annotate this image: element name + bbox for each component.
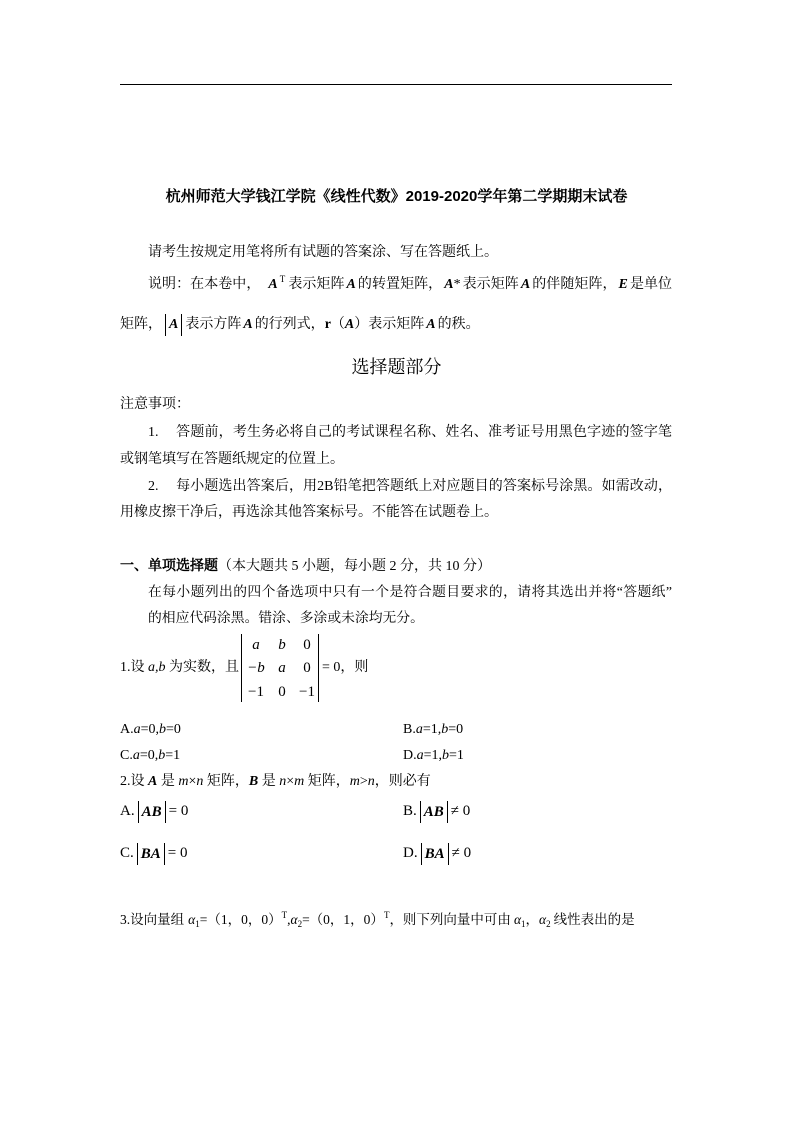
note-text: 的转置矩阵， bbox=[357, 277, 443, 292]
stem-text: 是 bbox=[258, 774, 280, 789]
note-line-1 bbox=[148, 276, 672, 294]
alpha-symbol: α bbox=[539, 912, 547, 927]
part1-heading-title: 一、单项选择题 bbox=[120, 557, 218, 573]
part1-description-line-1: 在每小题列出的四个备选项中只有一个是符合题目要求的，请将其选出并将“答题纸” bbox=[148, 584, 672, 599]
option-label: A. bbox=[120, 803, 135, 819]
option-label: C. bbox=[120, 748, 133, 763]
rank-symbol: r bbox=[324, 317, 331, 333]
option-value: =0 bbox=[448, 722, 464, 737]
math-symbol-A: A bbox=[426, 317, 436, 333]
stem-text: 矩阵， bbox=[203, 774, 249, 789]
page-title: 杭州师范大学钱江学院《线性代数》2019-2020学年第二学期期末试卷 bbox=[165, 188, 628, 205]
option-variable: b bbox=[159, 722, 167, 737]
note-text: 说明：在本卷中， bbox=[148, 277, 261, 292]
part1-heading bbox=[120, 556, 491, 576]
matrix-cell: −b bbox=[247, 660, 265, 676]
math-variable: m bbox=[294, 774, 305, 789]
option-label: A. bbox=[120, 722, 134, 737]
alpha-symbol: α bbox=[188, 912, 196, 927]
top-rule bbox=[120, 84, 672, 85]
subscript: 2 bbox=[546, 919, 551, 929]
math-symbol-A: A bbox=[148, 774, 158, 789]
stem-text: =（0，1，0） bbox=[302, 912, 384, 927]
option-label: D. bbox=[403, 748, 417, 763]
option-variable: a bbox=[415, 722, 423, 737]
section-title: 选择题部分 bbox=[351, 357, 442, 377]
notice-item-text: 答题前，考生务必将自己的考试课程名称、姓名、准考证号用黑色字迹的签字笔 bbox=[176, 425, 672, 440]
math-symbol-A: A bbox=[243, 317, 253, 333]
question-1-option-d bbox=[403, 747, 464, 765]
option-relation: = 0 bbox=[167, 845, 188, 861]
notice-item-1-line-2: 或钢笔填写在答题纸规定的位置上。 bbox=[120, 452, 344, 467]
stem-text: > bbox=[359, 774, 368, 789]
note-text: （ bbox=[330, 317, 345, 333]
notice-item-1-line-1 bbox=[148, 424, 672, 442]
note-text: 矩阵， bbox=[120, 317, 162, 333]
stem-text: , bbox=[287, 912, 291, 927]
stem-text: =（1，0，0） bbox=[199, 912, 282, 927]
math-symbol-B: B bbox=[248, 774, 259, 789]
stem-text: 2.设 bbox=[120, 774, 148, 789]
question-1-option-b bbox=[403, 721, 463, 739]
math-symbol-A: A bbox=[344, 317, 355, 333]
question-2-option-d bbox=[403, 842, 471, 865]
math-symbol-A: A bbox=[346, 277, 356, 292]
option-value: =0, bbox=[140, 722, 160, 737]
question-2-stem bbox=[120, 773, 431, 791]
note-text: 的秩。 bbox=[437, 317, 480, 333]
option-label: D. bbox=[403, 845, 418, 861]
matrix-cell: a bbox=[278, 660, 286, 676]
matrix-cell: a bbox=[252, 637, 260, 653]
determinant-bars: BA bbox=[421, 843, 449, 865]
option-label: B. bbox=[403, 722, 416, 737]
notice-item-number: 2. bbox=[148, 479, 159, 494]
option-variable: a bbox=[133, 722, 141, 737]
option-relation: ≠ 0 bbox=[450, 803, 471, 819]
stem-text: × bbox=[188, 774, 197, 789]
option-variable: b bbox=[442, 748, 450, 763]
adjoint-star: * bbox=[453, 277, 461, 292]
notice-heading: 注意事项： bbox=[120, 397, 190, 412]
option-label: B. bbox=[403, 803, 417, 819]
option-value: =1, bbox=[423, 748, 443, 763]
note-text: ）表示矩阵 bbox=[354, 317, 425, 333]
math-variable: m bbox=[178, 774, 189, 789]
question-1-determinant bbox=[241, 634, 319, 702]
transpose-superscript: T bbox=[383, 910, 390, 920]
math-variable: n bbox=[196, 774, 204, 789]
notice-item-number: 1. bbox=[148, 425, 159, 440]
note-text: 表示矩阵 bbox=[288, 277, 345, 292]
stem-text: 为实数，且 bbox=[165, 660, 239, 675]
option-variable: b bbox=[158, 748, 166, 763]
notice-item-text: 每小题选出答案后，用2B铅笔把答题纸上对应题目的答案标号涂黑。如需改动， bbox=[176, 479, 672, 494]
math-variable: m bbox=[349, 774, 360, 789]
question-1-stem bbox=[120, 659, 239, 677]
option-label: C. bbox=[120, 845, 134, 861]
math-symbol-A: A bbox=[444, 277, 454, 292]
matrix-cell: 0 bbox=[278, 684, 286, 700]
question-2-option-c bbox=[120, 842, 188, 865]
option-value: =1, bbox=[422, 722, 442, 737]
note-text: 是单位 bbox=[629, 277, 673, 292]
subscript: 1 bbox=[195, 919, 200, 929]
stem-text: ，则下列向量中可由 bbox=[389, 912, 511, 927]
stem-text: 是 bbox=[157, 774, 179, 789]
question-1-option-a bbox=[120, 721, 181, 739]
transpose-superscript: T bbox=[279, 274, 286, 284]
question-1-option-c bbox=[120, 747, 180, 765]
matrix-cell: −1 bbox=[299, 684, 315, 700]
subscript: 1 bbox=[521, 919, 526, 929]
stem-text: × bbox=[286, 774, 295, 789]
part1-description-line-2: 的相应代码涂黑。错涂、多涂或未涂均无分。 bbox=[148, 610, 424, 625]
notice-item-2-line-1 bbox=[148, 478, 672, 496]
determinant-bars-A: A bbox=[165, 314, 182, 336]
determinant-bars: AB bbox=[420, 801, 448, 823]
question-2-option-b bbox=[403, 800, 470, 823]
note-text: 的行列式， bbox=[254, 317, 325, 333]
determinant-bars: BA bbox=[137, 843, 165, 865]
alpha-symbol: α bbox=[290, 912, 298, 927]
option-relation: ≠ 0 bbox=[451, 845, 472, 861]
stem-text: 线性表出的是 bbox=[553, 912, 635, 927]
matrix-cell: −1 bbox=[248, 684, 264, 700]
stem-text: ，则必有 bbox=[374, 774, 431, 789]
option-variable: a bbox=[416, 748, 424, 763]
option-variable: a bbox=[132, 748, 140, 763]
question-1-equation-tail: = 0，则 bbox=[322, 660, 369, 675]
math-variable: n bbox=[367, 774, 375, 789]
note-line-2 bbox=[120, 314, 480, 336]
alpha-symbol: α bbox=[513, 912, 522, 927]
math-symbol-E: E bbox=[618, 277, 628, 292]
instruction-line: 请考生按规定用笔将所有试题的答案涂、写在答题纸上。 bbox=[148, 245, 498, 260]
matrix-cell: 0 bbox=[303, 637, 311, 653]
note-text: 表示矩阵 bbox=[462, 277, 519, 292]
option-value: =0, bbox=[139, 748, 159, 763]
math-symbol-A: A bbox=[268, 277, 278, 292]
option-value: =0 bbox=[166, 722, 181, 737]
note-text: 表示方阵 bbox=[185, 317, 242, 333]
stem-text: 1.设 bbox=[120, 660, 148, 675]
stem-text: 矩阵， bbox=[304, 774, 350, 789]
option-value: =1 bbox=[449, 748, 464, 763]
question-2-option-a bbox=[120, 800, 188, 823]
stem-text: ， bbox=[525, 912, 540, 927]
matrix-cell: b bbox=[278, 637, 286, 653]
option-relation: = 0 bbox=[168, 803, 189, 819]
math-symbol-A: A bbox=[520, 277, 531, 292]
stem-text: 3.设向量组 bbox=[120, 912, 185, 927]
determinant-bars: AB bbox=[138, 801, 166, 823]
option-value: =1 bbox=[165, 748, 181, 763]
part1-heading-detail: （本大题共 5 小题，每小题 2 分，共 10 分） bbox=[218, 559, 491, 574]
matrix-cell: 0 bbox=[303, 660, 311, 676]
notice-item-2-line-2: 用橡皮擦干净后，再选涂其他答案标号。不能答在试题卷上。 bbox=[120, 505, 498, 520]
option-variable: b bbox=[441, 722, 449, 737]
math-variables: a,b bbox=[148, 660, 166, 675]
question-3-stem bbox=[120, 911, 635, 929]
math-variable: n bbox=[279, 774, 287, 789]
transpose-superscript: T bbox=[281, 910, 288, 920]
note-text: 的伴随矩阵， bbox=[532, 277, 617, 292]
subscript: 2 bbox=[297, 919, 303, 929]
